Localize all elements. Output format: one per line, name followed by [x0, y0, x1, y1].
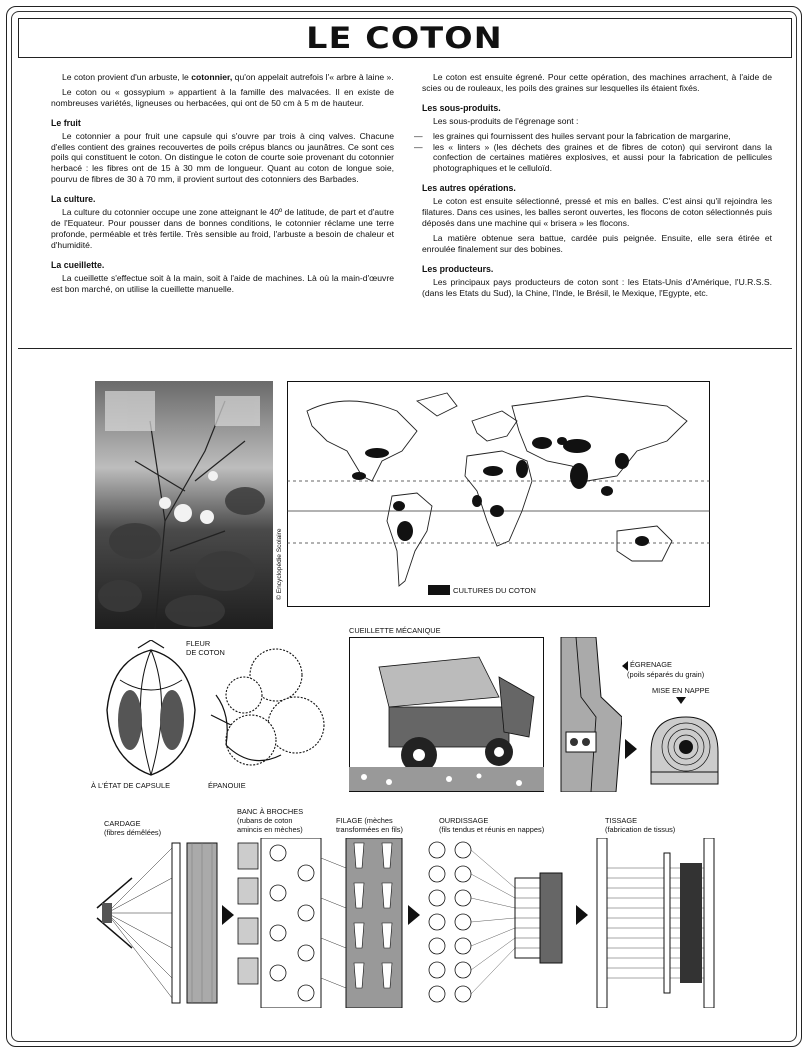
page-title: LE COTON	[306, 21, 504, 55]
operations-paragraph-1: Le coton est ensuite sélectionné, pressé et mis en balles. C'est ainsi qu'il rejoindra les filatures. Dans ces usines, les balles seront ouvertes, les flocons de coton sélectionnés puis déposés dans une machine qui « brisera » les flocons.	[422, 196, 772, 228]
sous-produits-list	[422, 131, 772, 175]
nappe-roll-illustration	[646, 712, 720, 788]
banc-label: BANC À BROCHES	[237, 807, 304, 816]
left-text-column	[51, 72, 394, 298]
intro-paragraph-1: Le coton provient d'un arbuste, le cotonnier, qu'on appelait autrefois l'« arbre à laine ».	[62, 72, 394, 82]
list-item: — les graines qui fournissent des huiles servant pour la fabrication de margarine,	[422, 131, 772, 142]
producteurs-heading: Les producteurs.	[422, 263, 494, 274]
culture-heading: La culture.	[51, 194, 96, 205]
cueillette-paragraph: La cueillette s'effectue soit à la main, soit à l'aide de machines. Là où la main-d'œuvre est bon marché, on utilise la cueillette manuelle.	[51, 272, 394, 294]
sous-produits-intro: Les sous-produits de l'égrenage sont :	[433, 115, 579, 126]
cotton-capsule-illustration	[100, 640, 202, 778]
operations-paragraph-2: La matière obtenue sera battue, cardée puis peignée. Ensuite, elle sera étirée et enroulée finalement sur des bobines.	[422, 232, 772, 254]
photo-credit: © Encyclopédie Scolaire	[276, 528, 283, 600]
egrenage-label: ÉGRENAGE	[630, 660, 672, 669]
title-bar	[18, 18, 792, 58]
filage-label: FILAGE (mèches transformées en fils)	[336, 816, 403, 834]
tissage-illustration	[592, 838, 722, 1008]
arrow-right-icon	[408, 905, 420, 925]
culture-paragraph: La culture du cotonnier occupe une zone atteignant le 40º de latitude, de part et d'autre de l'Equateur. Pour pousser dans de bonnes conditions, le cotonnier réclame une terre profonde, perméable et très fertile. Très sensible au froid, l'arbuste a besoin de chaleur et d'humidité.	[51, 207, 394, 250]
fruit-paragraph: Le cotonnier a pour fruit une capsule qui s'ouvre par trois à cinq valves. Chacune d'elles contient des graines recouvertes de poils crépus blancs ou jaunâtres. Ce sont ces poils qui constituent le coton. On distingue le coton de courte soie provenant du cotonnier herbacé : les fibres ont de 15 à 30 mm de longueur. Quant au coton de longue soie, pourvu de fibres de 30 à 70 mm, il provient surtout des cotonniers des Barbades.	[51, 130, 394, 185]
capsule-label: À L'ÉTAT DE CAPSULE	[91, 781, 171, 790]
cotton-plant-photo	[95, 381, 273, 629]
sous-produits-heading: Les sous-produits.	[422, 102, 501, 113]
cueillette-label: CUEILLETTE MÉCANIQUE	[349, 626, 441, 635]
pointer-down-icon	[676, 697, 686, 704]
cardage-sub-label: (fibres démêlées)	[104, 828, 162, 837]
egrenage-sub-label: (poils séparés du grain)	[627, 670, 705, 679]
filage-illustration	[344, 838, 406, 1008]
ourdissage-sub-label: (fils tendus et réunis en nappes)	[439, 825, 545, 834]
intro-paragraph-2: Le coton ou « gossypium » appartient à la famille des malvacées. Il en existe de nombreuses variétés, ligneuses ou herbacées, qui ont de 50 cm à 5 m de hauteur.	[51, 86, 394, 108]
list-item: — les « linters » (les déchets des graines et de fibres de coton) qui serviront dans la confection de certaines matières explosives, et aussi pour la fabrication de pellicules photographiques et le celluloïd.	[422, 142, 772, 175]
ourdissage-illustration	[425, 838, 570, 1008]
cardage-illustration	[92, 838, 232, 1008]
nappe-label: MISE EN NAPPE	[652, 686, 710, 695]
right-text-column	[422, 72, 772, 302]
epanouie-label: ÉPANOUIE	[208, 781, 246, 790]
section-divider	[18, 348, 792, 349]
banc-sub-label: (rubans de coton amincis en mèches)	[237, 816, 303, 834]
arrow-right-icon	[222, 905, 234, 925]
ourdissage-label: OURDISSAGE	[439, 816, 489, 825]
operations-heading: Les autres opérations.	[422, 183, 516, 194]
arrow-right-icon	[576, 905, 588, 925]
cardage-label: CARDAGE	[104, 819, 141, 828]
world-map	[287, 381, 710, 607]
tissage-sub-label: (fabrication de tissus)	[605, 825, 676, 834]
map-legend-swatch	[428, 585, 450, 595]
banc-a-broches-illustration	[236, 838, 346, 1008]
cotton-boll-illustration	[206, 645, 336, 775]
fleur-label: FLEUR DE COTON	[186, 639, 225, 657]
egrenage-illustration	[556, 637, 622, 792]
egrenage-paragraph: Le coton est ensuite égrené. Pour cette opération, des machines arrachent, à l'aide de scies ou de rouleaux, les poils des graines sur lesquelles ils étaient fixés.	[422, 72, 772, 93]
tissage-label: TISSAGE	[605, 816, 638, 825]
cotton-picker-illustration	[349, 637, 544, 792]
producteurs-paragraph: Les principaux pays producteurs de coton sont : les Etats-Unis d'Amérique, l'U.R.S.S. (dans les Etats du Sud), la Chine, l'Inde, le Brésil, le Mexique, l'Egypte, etc.	[422, 276, 772, 298]
fruit-heading: Le fruit	[51, 117, 81, 128]
map-legend-label: CULTURES DU COTON	[453, 586, 536, 595]
arrow-right-icon	[625, 739, 637, 759]
cueillette-heading: La cueillette.	[51, 259, 105, 270]
